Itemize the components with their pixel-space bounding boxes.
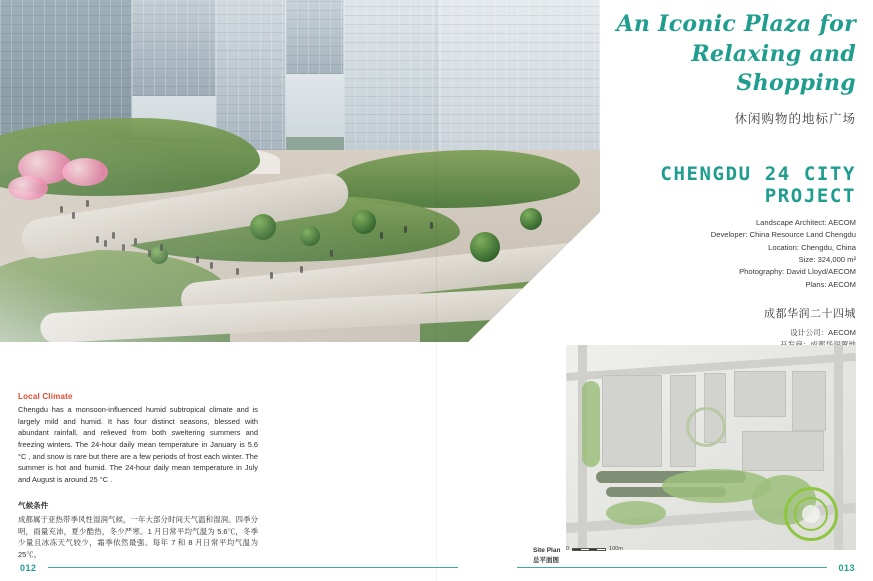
credits-english	[600, 217, 873, 291]
footer-rule-left	[48, 567, 458, 568]
blossom-tree	[8, 176, 48, 200]
headline-line-2: Relaxing and Shopping	[691, 40, 856, 97]
site-plan-drawing	[566, 345, 856, 550]
tree	[150, 246, 168, 264]
page-title: CHENGDU 24 CITY PROJECT	[660, 163, 856, 208]
building-tower	[132, 0, 216, 96]
credit-line: Photography: David Lloyd/AECOM	[739, 267, 856, 277]
blossom-tree	[62, 158, 108, 186]
credit-line: Plans: AECOM	[805, 279, 856, 289]
credit-line: Location: Chengdu, China	[768, 242, 856, 252]
local-climate-block	[18, 392, 258, 561]
site-plan-building	[792, 371, 826, 431]
tree	[470, 232, 500, 262]
site-plan-planting	[582, 381, 600, 467]
site-plan-building	[734, 371, 786, 417]
tree	[352, 210, 376, 234]
climate-body-english: Chengdu has a monsoon-influenced humid subtropical climate and is largely mild and humid. It has four distinct seasons, blessed with abundant rainfall, and relieved from both sweltering summers and freezing winters. The 24-hour daily mean temperature in January is 5.6 °C , and snow is rare but there are a few periods of frost each winter. The summer is hot and humid. The 24-hour daily mean temperature in July and August is around 25 °C .	[18, 405, 258, 485]
climate-body-chinese: 成都属于亚热带季风性湿润气候，一年大部分时间天气温和湿润。四季分明，雨量充沛，夏少酷热，冬少严寒。1 月日常平均气温为 5.6℃，冬季少量且冰冻天气较少，霜季依然最强。每年 7 和 8 月日常平均气温为 25℃。	[18, 514, 258, 559]
headline	[600, 10, 873, 99]
building-tower	[216, 0, 286, 150]
site-plan-building	[602, 375, 662, 467]
page-number-right: 013	[838, 563, 855, 573]
scale-bar	[566, 546, 623, 552]
project-text-column	[600, 10, 873, 401]
page-title-chinese: 成都华润二十四城	[764, 307, 856, 320]
site-plan-caption	[533, 546, 560, 566]
credit-line: Size: 324,000 m²	[798, 254, 856, 264]
credit-line: Developer: China Resource Land Chengdu	[710, 230, 856, 240]
site-plan-building	[742, 431, 824, 471]
climate-heading-english: Local Climate	[18, 392, 73, 401]
scale-bar-graphic	[572, 548, 606, 551]
scale-start-label: 0	[566, 546, 570, 552]
site-plan-feature-ring	[686, 407, 726, 447]
page-gutter	[436, 0, 437, 581]
site-plan-caption-cn: 总平面图	[533, 556, 559, 564]
headline-line-1: An Iconic Plaza for	[616, 11, 856, 37]
credit-line-cn: 设计公司：AECOM	[790, 327, 856, 337]
scale-end-label: 100m	[609, 546, 623, 552]
tree	[300, 226, 320, 246]
hero-photo-clip	[0, 0, 600, 342]
climate-heading-chinese: 气候条件	[18, 500, 49, 510]
footer-rule-right	[517, 567, 827, 568]
credit-line: Landscape Architect: AECOM	[755, 218, 856, 228]
page-number-left: 012	[20, 563, 37, 573]
hero-photograph	[0, 0, 600, 342]
tree	[520, 208, 542, 230]
site-plan-planting	[606, 501, 666, 525]
headline-chinese: 休闲购物的地标广场	[734, 112, 856, 127]
building-tower	[286, 0, 344, 74]
tree	[250, 214, 276, 240]
site-plan-caption-en: Site Plan	[533, 547, 561, 554]
